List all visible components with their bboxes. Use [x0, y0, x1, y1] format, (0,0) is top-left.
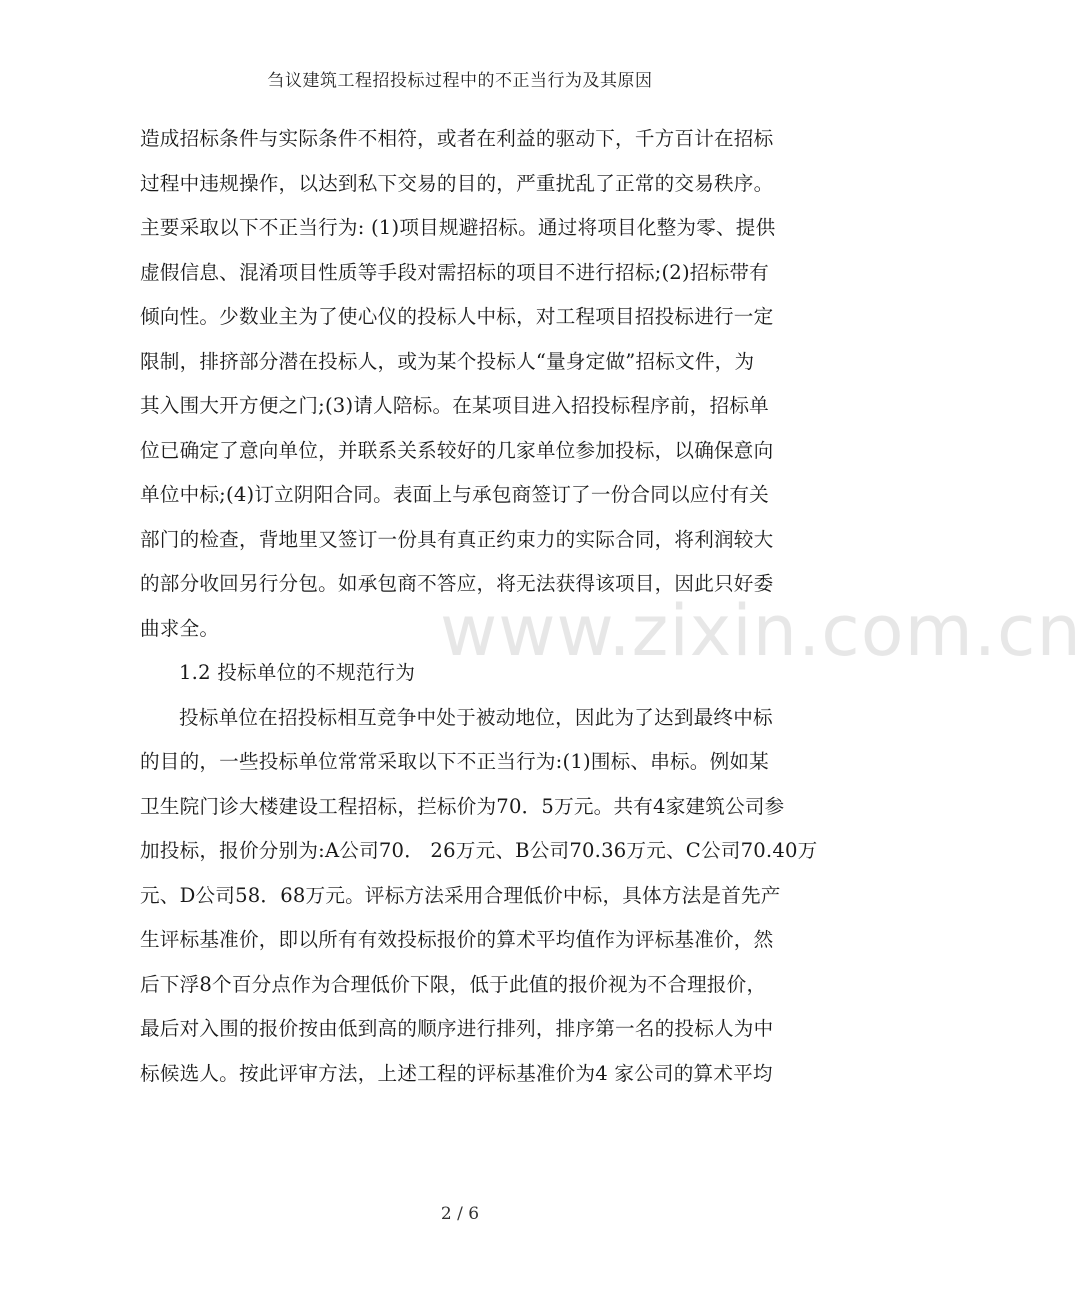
page-number: 2 / 6 — [440, 1204, 480, 1224]
body-line: 投标单位在招投标相互竞争中处于被动地位，因此为了达到最终中标 — [179, 705, 773, 729]
body-line: 部门的检查，背地里又签订一份具有真正约束力的实际合同，将利润较大 — [140, 527, 774, 551]
body-line: 其入围大开方便之门;(3)请人陪标。在某项目进入招投标程序前，招标单 — [140, 394, 769, 417]
section-heading: 1.2 投标单位的不规范行为 — [179, 661, 416, 684]
body-line: 最后对入围的报价按由低到高的顺序进行排列，排序第一名的投标人为中 — [140, 1017, 774, 1040]
body-line: 曲求全。 — [140, 616, 220, 640]
body-line: 生评标基准价，即以所有有效投标报价的算术平均值作为评标基准价，然 — [140, 928, 774, 951]
body-line: 主要采取以下不正当行为: (1)项目规避招标。通过将项目化整为零、提供 — [140, 216, 776, 239]
body-line: 的部分收回另行分包。如承包商不答应，将无法获得该项目，因此只好委 — [140, 572, 774, 595]
body-line: 虚假信息、混淆项目性质等手段对需招标的项目不进行招标;(2)招标带有 — [140, 260, 769, 284]
body-line: 后下浮8个百分点作为合理低价下限，低于此值的报价视为不合理报价， — [140, 972, 767, 996]
body-line: 元、D公司58．68万元。评标方法采用合理低价中标，具体方法是首先产 — [140, 883, 781, 907]
body-line: 限制，排挤部分潜在投标人，或为某个投标人“量身定做”招标文件，为 — [140, 349, 755, 373]
body-line: 倾向性。少数业主为了使心仪的投标人中标，对工程项目招投标进行一定 — [140, 305, 774, 328]
body-line: 卫生院门诊大楼建设工程招标，拦标价为70．5万元。共有4家建筑公司参 — [140, 794, 785, 818]
page-header-title: 刍议建筑工程招投标过程中的不正当行为及其原因 — [267, 71, 653, 91]
watermark: www.zixin.com.cn — [440, 590, 1082, 672]
body-line: 单位中标;(4)订立阴阳合同。表面上与承包商签订了一份合同以应付有关 — [140, 483, 769, 506]
body-line: 造成招标条件与实际条件不相符，或者在利益的驱动下，千方百计在招标 — [140, 127, 774, 150]
body-line: 位已确定了意向单位，并联系关系较好的几家单位参加投标，以确保意向 — [140, 438, 774, 462]
document-body — [140, 117, 818, 1096]
body-line: 标候选人。按此评审方法，上述工程的评标基准价为4 家公司的算术平均 — [140, 1061, 773, 1085]
body-line: 过程中违规操作，以达到私下交易的目的，严重扰乱了正常的交易秩序。 — [140, 171, 774, 195]
body-line: 的目的，一些投标单位常常采取以下不正当行为:(1)围标、串标。例如某 — [140, 750, 769, 773]
body-line: 加投标，报价分别为:A公司70． 26万元、B公司70.36万元、C公司70.40万 — [140, 839, 818, 862]
